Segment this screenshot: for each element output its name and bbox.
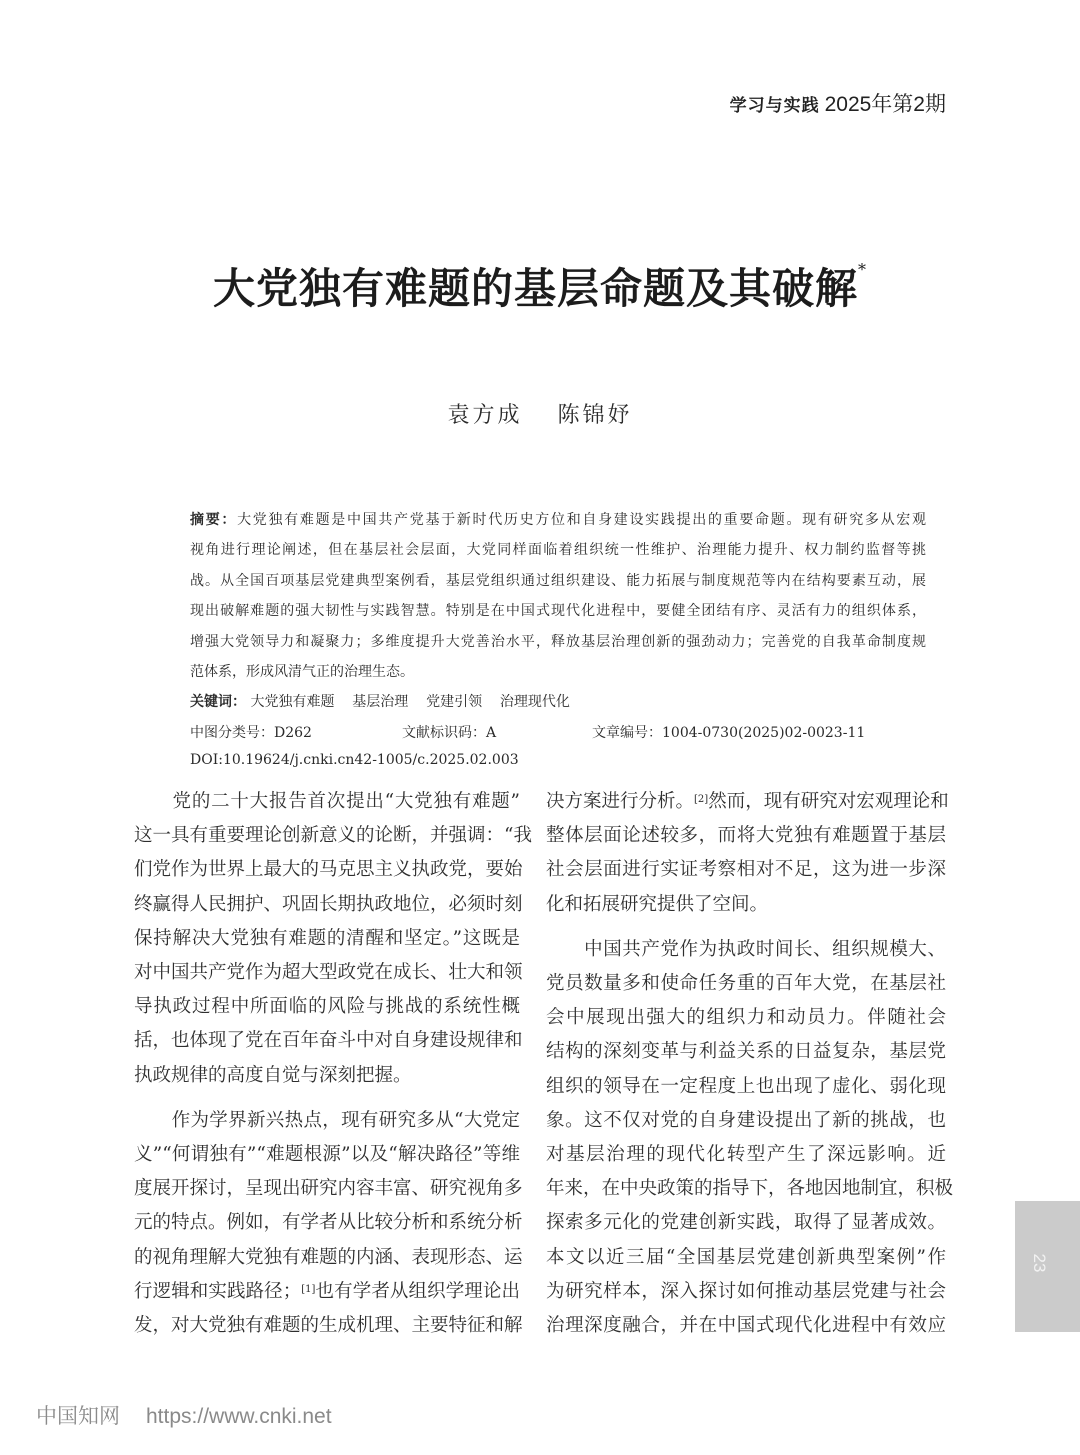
- footer-watermark: [36, 1400, 332, 1430]
- body-text-line: 化和拓展研究提供了空间。: [546, 893, 769, 915]
- keywords-label: 关键词：: [190, 694, 246, 710]
- body-text-line: 对中国共产党作为超大型政党在成长、壮大和领: [134, 962, 523, 983]
- body-text-line: 党员数量多和使命任务重的百年大党，在基层社: [546, 973, 946, 994]
- body-text-line: 象。这不仅对党的自身建设提出了新的挑战，也: [546, 1109, 946, 1131]
- document-code: 文献标识码：A: [402, 725, 497, 741]
- cnki-brand: 中国知网: [36, 1404, 120, 1428]
- body-text-line: 终赢得人民拥护、巩固长期执政地位，必须时刻: [134, 893, 523, 915]
- keyword[interactable]: 党建引领: [426, 694, 483, 710]
- body-text-line: 们党作为世界上最大的马克思主义执政党，要始: [134, 859, 523, 881]
- journal-issue: 2025年第2期: [824, 93, 946, 116]
- body-text-line: 会中展现出强大的组织力和动员力。伴随社会: [546, 1007, 946, 1029]
- author-list: [0, 398, 1080, 429]
- classification-info: [190, 724, 930, 742]
- body-text-line: 导执政过程中所面临的风险与挑战的系统性概: [134, 996, 520, 1018]
- page-tab: [1015, 1201, 1080, 1332]
- keywords: [190, 693, 570, 711]
- abstract-line: 范体系，形成风清气正的治理生态。: [190, 664, 414, 680]
- journal-name: 学习与实践: [729, 96, 820, 116]
- body-text-line: 元的特点。例如，有学者从比较分析和系统分析: [134, 1212, 523, 1234]
- clc-number: 中图分类号：D262: [190, 725, 312, 741]
- body-text-line: 执政规律的高度自觉与深刻把握。: [134, 1064, 412, 1086]
- citation-reference[interactable]: [1]: [301, 1283, 316, 1295]
- keyword[interactable]: 大党独有难题: [250, 694, 335, 710]
- body-text-line: 决方案进行分析。[2]然而，现有研究对宏观理论和: [546, 791, 949, 812]
- body-text-line: 义”“何谓独有”“难题根源”以及“解决路径”等维: [134, 1144, 520, 1165]
- body-text-line: 整体层面论述较多，而将大党独有难题置于基层: [546, 825, 946, 847]
- cnki-url[interactable]: https://www.cnki.net: [146, 1405, 332, 1428]
- body-text-line: 作为学界新兴热点，现有研究多从“大党定: [134, 1109, 520, 1131]
- body-text-line: 社会层面进行实证考察相对不足，这为进一步深: [546, 859, 946, 881]
- abstract-line: 视角进行理论阐述，但在基层社会层面，大党同样面临着组织统一性维护、治理能力提升、权力制约监督等挑: [190, 542, 926, 558]
- abstract-label: 摘要：: [190, 512, 238, 528]
- body-text-line: 的视角理解大党独有难题的内涵、表现形态、运: [134, 1246, 523, 1268]
- body-text-line: 括，也体现了党在百年奋斗中对自身建设规律和: [134, 1030, 523, 1052]
- abstract-line: 现出破解难题的强大韧性与实践智慧。特别是在中国式现代化进程中，要健全团结有序、灵活有力的组织体系，: [190, 603, 926, 619]
- body-text-line: 年来，在中央政策的指导下，各地因地制宜，积极: [546, 1178, 954, 1200]
- author-name: 袁方成: [447, 403, 523, 428]
- abstract-line: 战。从全国百项基层党建典型案例看，基层党组织通过组织建设、能力拓展与制度规范等内在结构要素互动，展: [190, 573, 926, 589]
- body-text-line: 探索多元化的党建创新实践，取得了显著成效。: [546, 1212, 946, 1234]
- body-text-line: 本文以近三届“全国基层党建创新典型案例”作: [546, 1246, 946, 1268]
- keyword[interactable]: 治理现代化: [499, 694, 570, 710]
- body-text-line: 党的二十大报告首次提出“大党独有难题”: [134, 791, 520, 812]
- keyword[interactable]: 基层治理: [352, 694, 409, 710]
- journal-header: [730, 88, 946, 118]
- abstract-line: 摘要：大党独有难题是中国共产党基于新时代历史方位和自身建设实践提出的重要命题。现有研究多从宏观: [190, 512, 927, 528]
- body-text-line: 结构的深刻变革与利益关系的日益复杂，基层党: [546, 1041, 946, 1063]
- body-text-line: 中国共产党作为执政时间长、组织规模大、: [546, 938, 946, 960]
- citation-reference[interactable]: [2]: [694, 794, 709, 805]
- page-number: 23: [1030, 1253, 1049, 1273]
- article-title-text: 大党独有难题的基层命题及其破解: [212, 264, 858, 313]
- body-text-line: 对基层治理的现代化转型产生了深远影响。近: [546, 1144, 946, 1165]
- article-title: [0, 256, 1080, 316]
- body-text-line: 度展开探讨，呈现出研究内容丰富、研究视角多: [134, 1178, 523, 1200]
- author-name: 陈锦妤: [557, 403, 633, 428]
- body-text-line: 保持解决大党独有难题的清醒和坚定。”这既是: [134, 927, 520, 949]
- article-number: 文章编号：1004-0730(2025)02-0023-11: [592, 725, 866, 741]
- doi[interactable]: DOI:10.19624/j.cnki.cn42-1005/c.2025.02.003: [190, 752, 519, 768]
- body-text-line: 治理深度融合，并在中国式现代化进程中有效应: [546, 1315, 946, 1336]
- body-text-line: 这一具有重要理论创新意义的论断，并强调：“我: [134, 825, 532, 847]
- body-text-line: 为研究样本，深入探讨如何推动基层党建与社会: [546, 1280, 946, 1302]
- body-text-line: 组织的领导在一定程度上也出现了虚化、弱化现: [546, 1075, 946, 1097]
- body-text-line: 发，对大党独有难题的生成机理、主要特征和解: [134, 1315, 523, 1336]
- title-footnote-mark[interactable]: *: [858, 260, 867, 279]
- body-text-line: 行逻辑和实践路径；[1]也有学者从组织学理论出: [134, 1280, 520, 1302]
- abstract-line: 增强大党领导力和凝聚力；多维度提升大党善治水平，释放基层治理创新的强劲动力；完善党的自我革命制度规: [190, 634, 926, 650]
